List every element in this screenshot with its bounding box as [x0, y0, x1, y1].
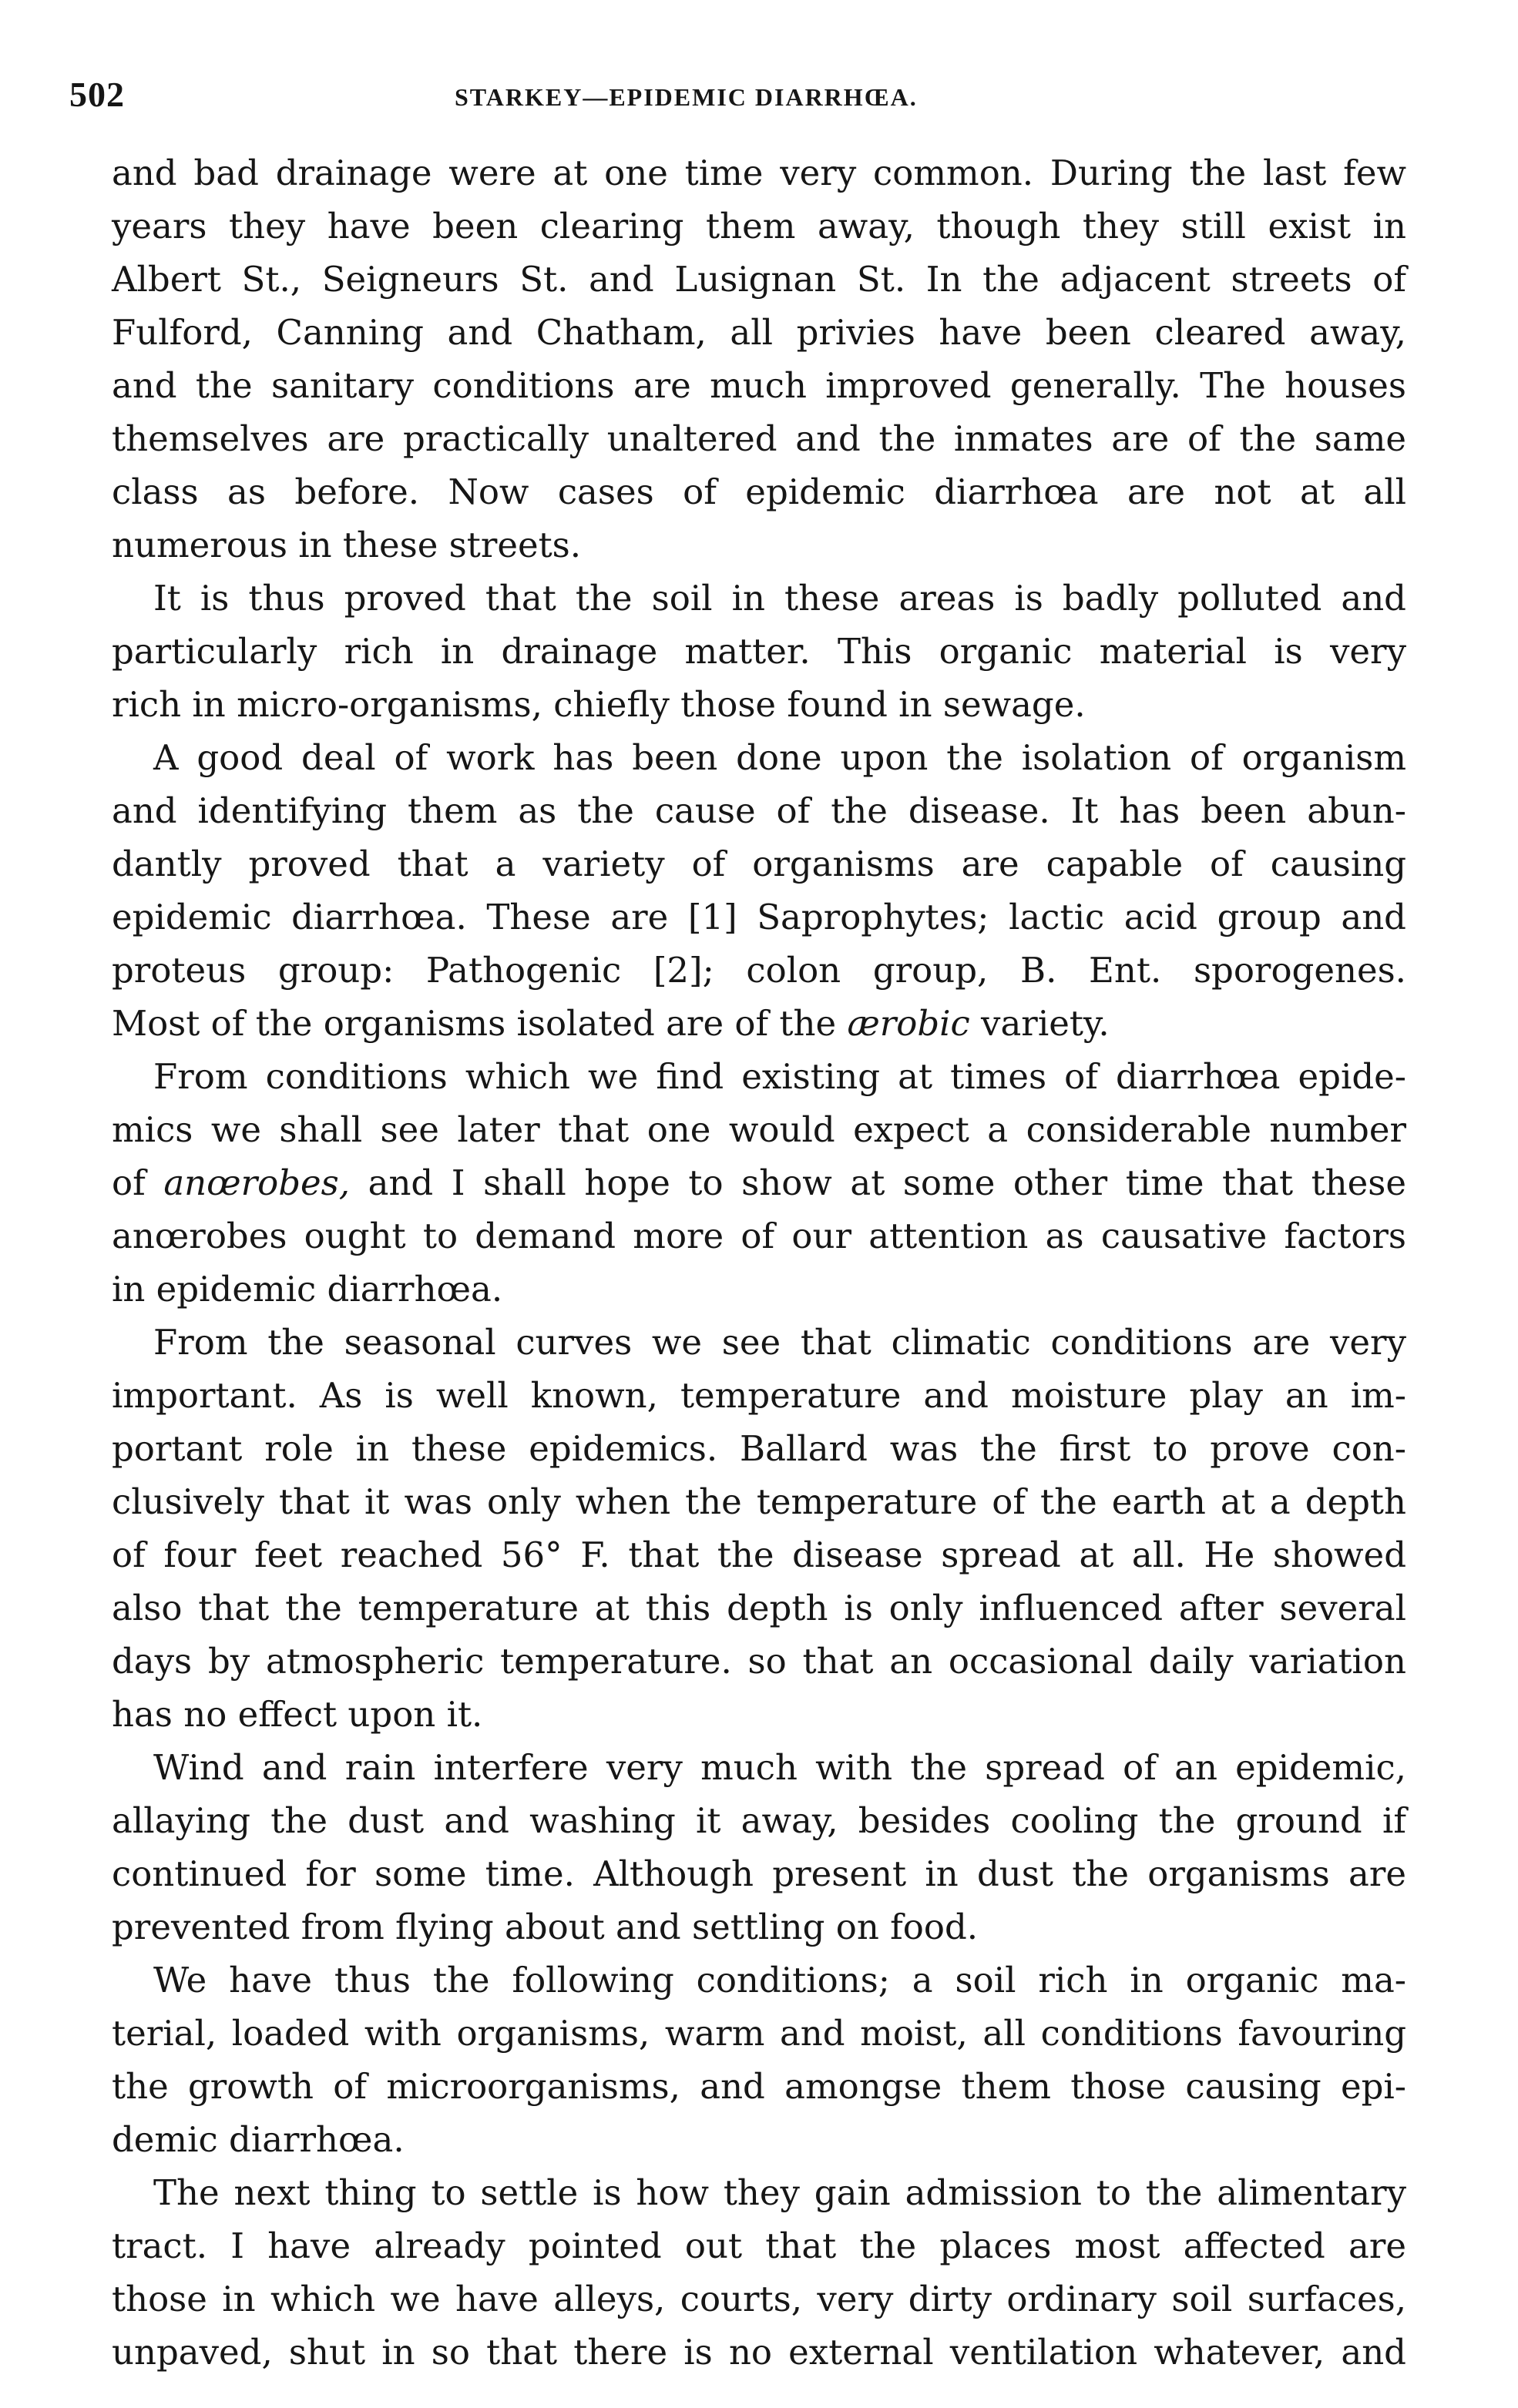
text-line: allaying the dust and washing it away, besides cooling the ground if	[112, 1800, 1406, 1841]
text-line: dantly proved that a variety of organisms are capable of causing	[112, 843, 1406, 884]
text-line: class as before. Now cases of epidemic diarrhœa are not at all	[112, 471, 1406, 512]
text-line: also that the temperature at this depth is only influenced after several	[112, 1588, 1406, 1628]
text-run: Most of the organisms isolated are of the	[112, 1003, 848, 1044]
text-line: the growth of microorganisms, and amongse them those causing epi-	[112, 2066, 1406, 2107]
text-run: variety.	[969, 1003, 1110, 1044]
text-line: We have thus the following conditions; a soil rich in organic ma-	[153, 1960, 1406, 2001]
text-line: From conditions which we find existing at times of diarrhœa epide-	[153, 1056, 1406, 1097]
running-head: STARKEY—EPIDEMIC DIARRHŒA.	[455, 83, 918, 111]
text-line: days by atmospheric temperature. so that an occasional daily variation	[112, 1641, 1406, 1682]
text-line: portant role in these epidemics. Ballard was the first to prove con-	[112, 1428, 1406, 1469]
text-line: A good deal of work has been done upon the isolation of organism	[153, 737, 1406, 778]
text-line: themselves are practically unaltered and the inmates are of the same	[112, 418, 1406, 459]
text-line: From the seasonal curves we see that climatic conditions are very	[153, 1322, 1406, 1363]
text-line: of four feet reached 56° F. that the disease spread at all. He showed	[112, 1534, 1406, 1575]
text-line: numerous in these streets.	[112, 525, 582, 565]
text-line: those in which we have alleys, courts, very dirty ordinary soil surfaces,	[112, 2279, 1406, 2319]
text-line: anœrobes ought to demand more of our attention as causative factors	[112, 1216, 1406, 1256]
text-line: rich in micro-organisms, chiefly those found in sewage.	[112, 684, 1086, 725]
text-run: of	[112, 1162, 164, 1203]
text-line: demic diarrhœa.	[112, 2119, 405, 2160]
text-line: The next thing to settle is how they gain admission to the alimentary	[153, 2172, 1406, 2213]
text-line	[112, 997, 1406, 1050]
text-line: and bad drainage were at one time very common. During the last few	[112, 153, 1406, 193]
text-line: years they have been clearing them away, though they still exist in	[112, 206, 1406, 247]
text-line: continued for some time. Although present in dust the organisms are	[112, 1853, 1406, 1894]
text-line	[112, 1156, 1406, 1209]
text-line: clusively that it was only when the temperature of the earth at a depth	[112, 1481, 1406, 1522]
text-line: has no effect upon it.	[112, 1694, 483, 1735]
text-line: and identifying them as the cause of the disease. It has been abun-	[112, 790, 1406, 831]
body-text	[112, 146, 1406, 2379]
italic-term: ærobic	[847, 1003, 970, 1044]
text-line: important. As is well known, temperature and moisture play an im-	[112, 1375, 1406, 1416]
text-line: prevented from flying about and settling on food.	[112, 1907, 979, 1947]
text-line: in epidemic diarrhœa.	[112, 1269, 503, 1310]
text-line: Albert St., Seigneurs St. and Lusignan St. In the adjacent streets of	[112, 259, 1406, 300]
page-number: 502	[69, 75, 125, 114]
italic-term: anœrobes,	[163, 1162, 351, 1203]
text-line: particularly rich in drainage matter. This organic material is very	[112, 631, 1406, 672]
text-line: It is thus proved that the soil in these areas is badly polluted and	[153, 578, 1406, 619]
page-header	[69, 74, 1441, 136]
text-line: epidemic diarrhœa. These are [1] Saprophytes; lactic acid group and	[112, 897, 1406, 937]
text-line: mics we shall see later that one would expect a considerable number	[112, 1109, 1406, 1150]
text-line: unpaved, shut in so that there is no external ventilation whatever, and	[112, 2332, 1406, 2373]
text-run: and I shall hope to show at some other time that these	[350, 1162, 1406, 1203]
text-line: Wind and rain interfere very much with the spread of an epidemic,	[153, 1747, 1406, 1788]
text-line: Fulford, Canning and Chatham, all privies have been cleared away,	[112, 312, 1406, 353]
text-line: terial, loaded with organisms, warm and moist, all conditions favouring	[112, 2013, 1406, 2054]
text-line: proteus group: Pathogenic [2]; colon group, B. Ent. sporogenes.	[112, 950, 1406, 991]
text-line: and the sanitary conditions are much improved generally. The houses	[112, 365, 1406, 406]
text-line: tract. I have already pointed out that the places most affected are	[112, 2225, 1406, 2266]
